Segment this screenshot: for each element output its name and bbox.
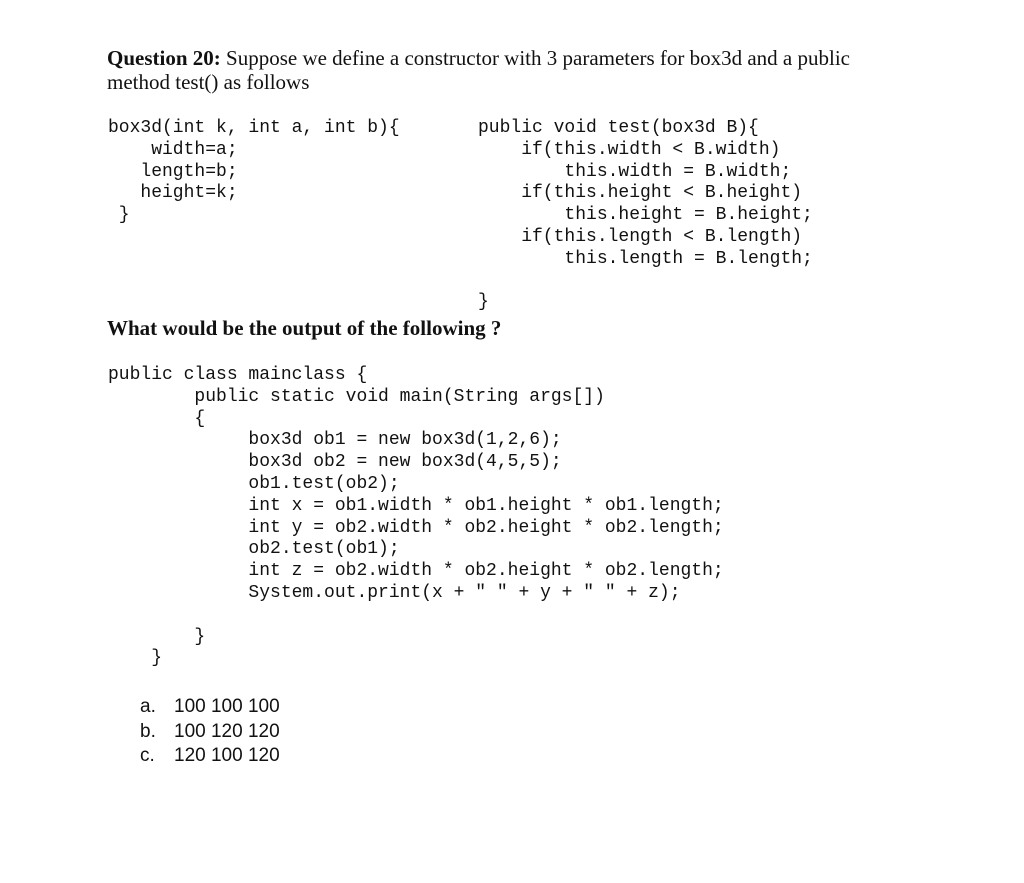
code-line [478,271,813,293]
code-line: width=a; [108,139,238,160]
question-heading [107,46,927,94]
code-line [108,605,724,627]
answer-letter: a. [140,696,156,717]
code-line: if(this.width < B.width) [478,139,781,160]
code-line: this.height = B.height; [478,205,813,226]
code-line: } [478,292,489,313]
code-line: System.out.print(x + " " + y + " " + z); [108,582,681,603]
code-line: length=b; [108,161,238,182]
code-line: } [108,648,163,669]
constructor-code-block [108,118,400,227]
question-label: Question 20: [107,46,221,70]
output-prompt: What would be the output of the following ? [107,316,502,340]
question-line-2: method test() as follows [107,70,310,94]
code-line: this.length = B.length; [478,248,813,269]
main-class-code-block [108,365,724,670]
answer-option-a[interactable] [140,695,280,720]
code-line: } [108,626,206,647]
answer-letter: c. [140,745,155,766]
test-method-code-block [478,118,813,314]
answer-text: 100 120 120 [174,720,280,742]
code-line: { [108,408,206,429]
answer-options [140,695,280,769]
code-line: public class mainclass { [108,365,368,385]
code-line: int y = ob2.width * ob2.height * ob2.length; [108,517,724,538]
code-line: if(this.length < B.length) [478,226,803,247]
code-line: box3d ob1 = new box3d(1,2,6); [108,430,562,451]
code-line: public void test(box3d B){ [478,118,759,138]
code-line: ob1.test(ob2); [108,473,400,494]
question-line-1 [107,46,927,70]
answer-letter: b. [140,720,156,742]
answer-text: 100 100 100 [174,696,280,717]
code-line: height=k; [108,183,238,204]
answer-option-b[interactable] [140,720,280,745]
code-line: box3d(int k, int a, int b){ [108,118,400,138]
code-line: this.width = B.width; [478,161,792,182]
question-text-1: Suppose we define a constructor with 3 parameters for box3d and a public [226,46,850,70]
code-line: public static void main(String args[]) [108,386,605,407]
answer-option-c[interactable] [140,744,280,769]
code-line: if(this.height < B.height) [478,183,803,204]
code-line: box3d ob2 = new box3d(4,5,5); [108,452,562,473]
code-line: int x = ob1.width * ob1.height * ob1.length; [108,495,724,516]
code-line: ob2.test(ob1); [108,539,400,560]
answer-text: 120 100 120 [174,745,280,766]
code-line: } [108,205,130,226]
code-line: int z = ob2.width * ob2.height * ob2.length; [108,561,724,582]
